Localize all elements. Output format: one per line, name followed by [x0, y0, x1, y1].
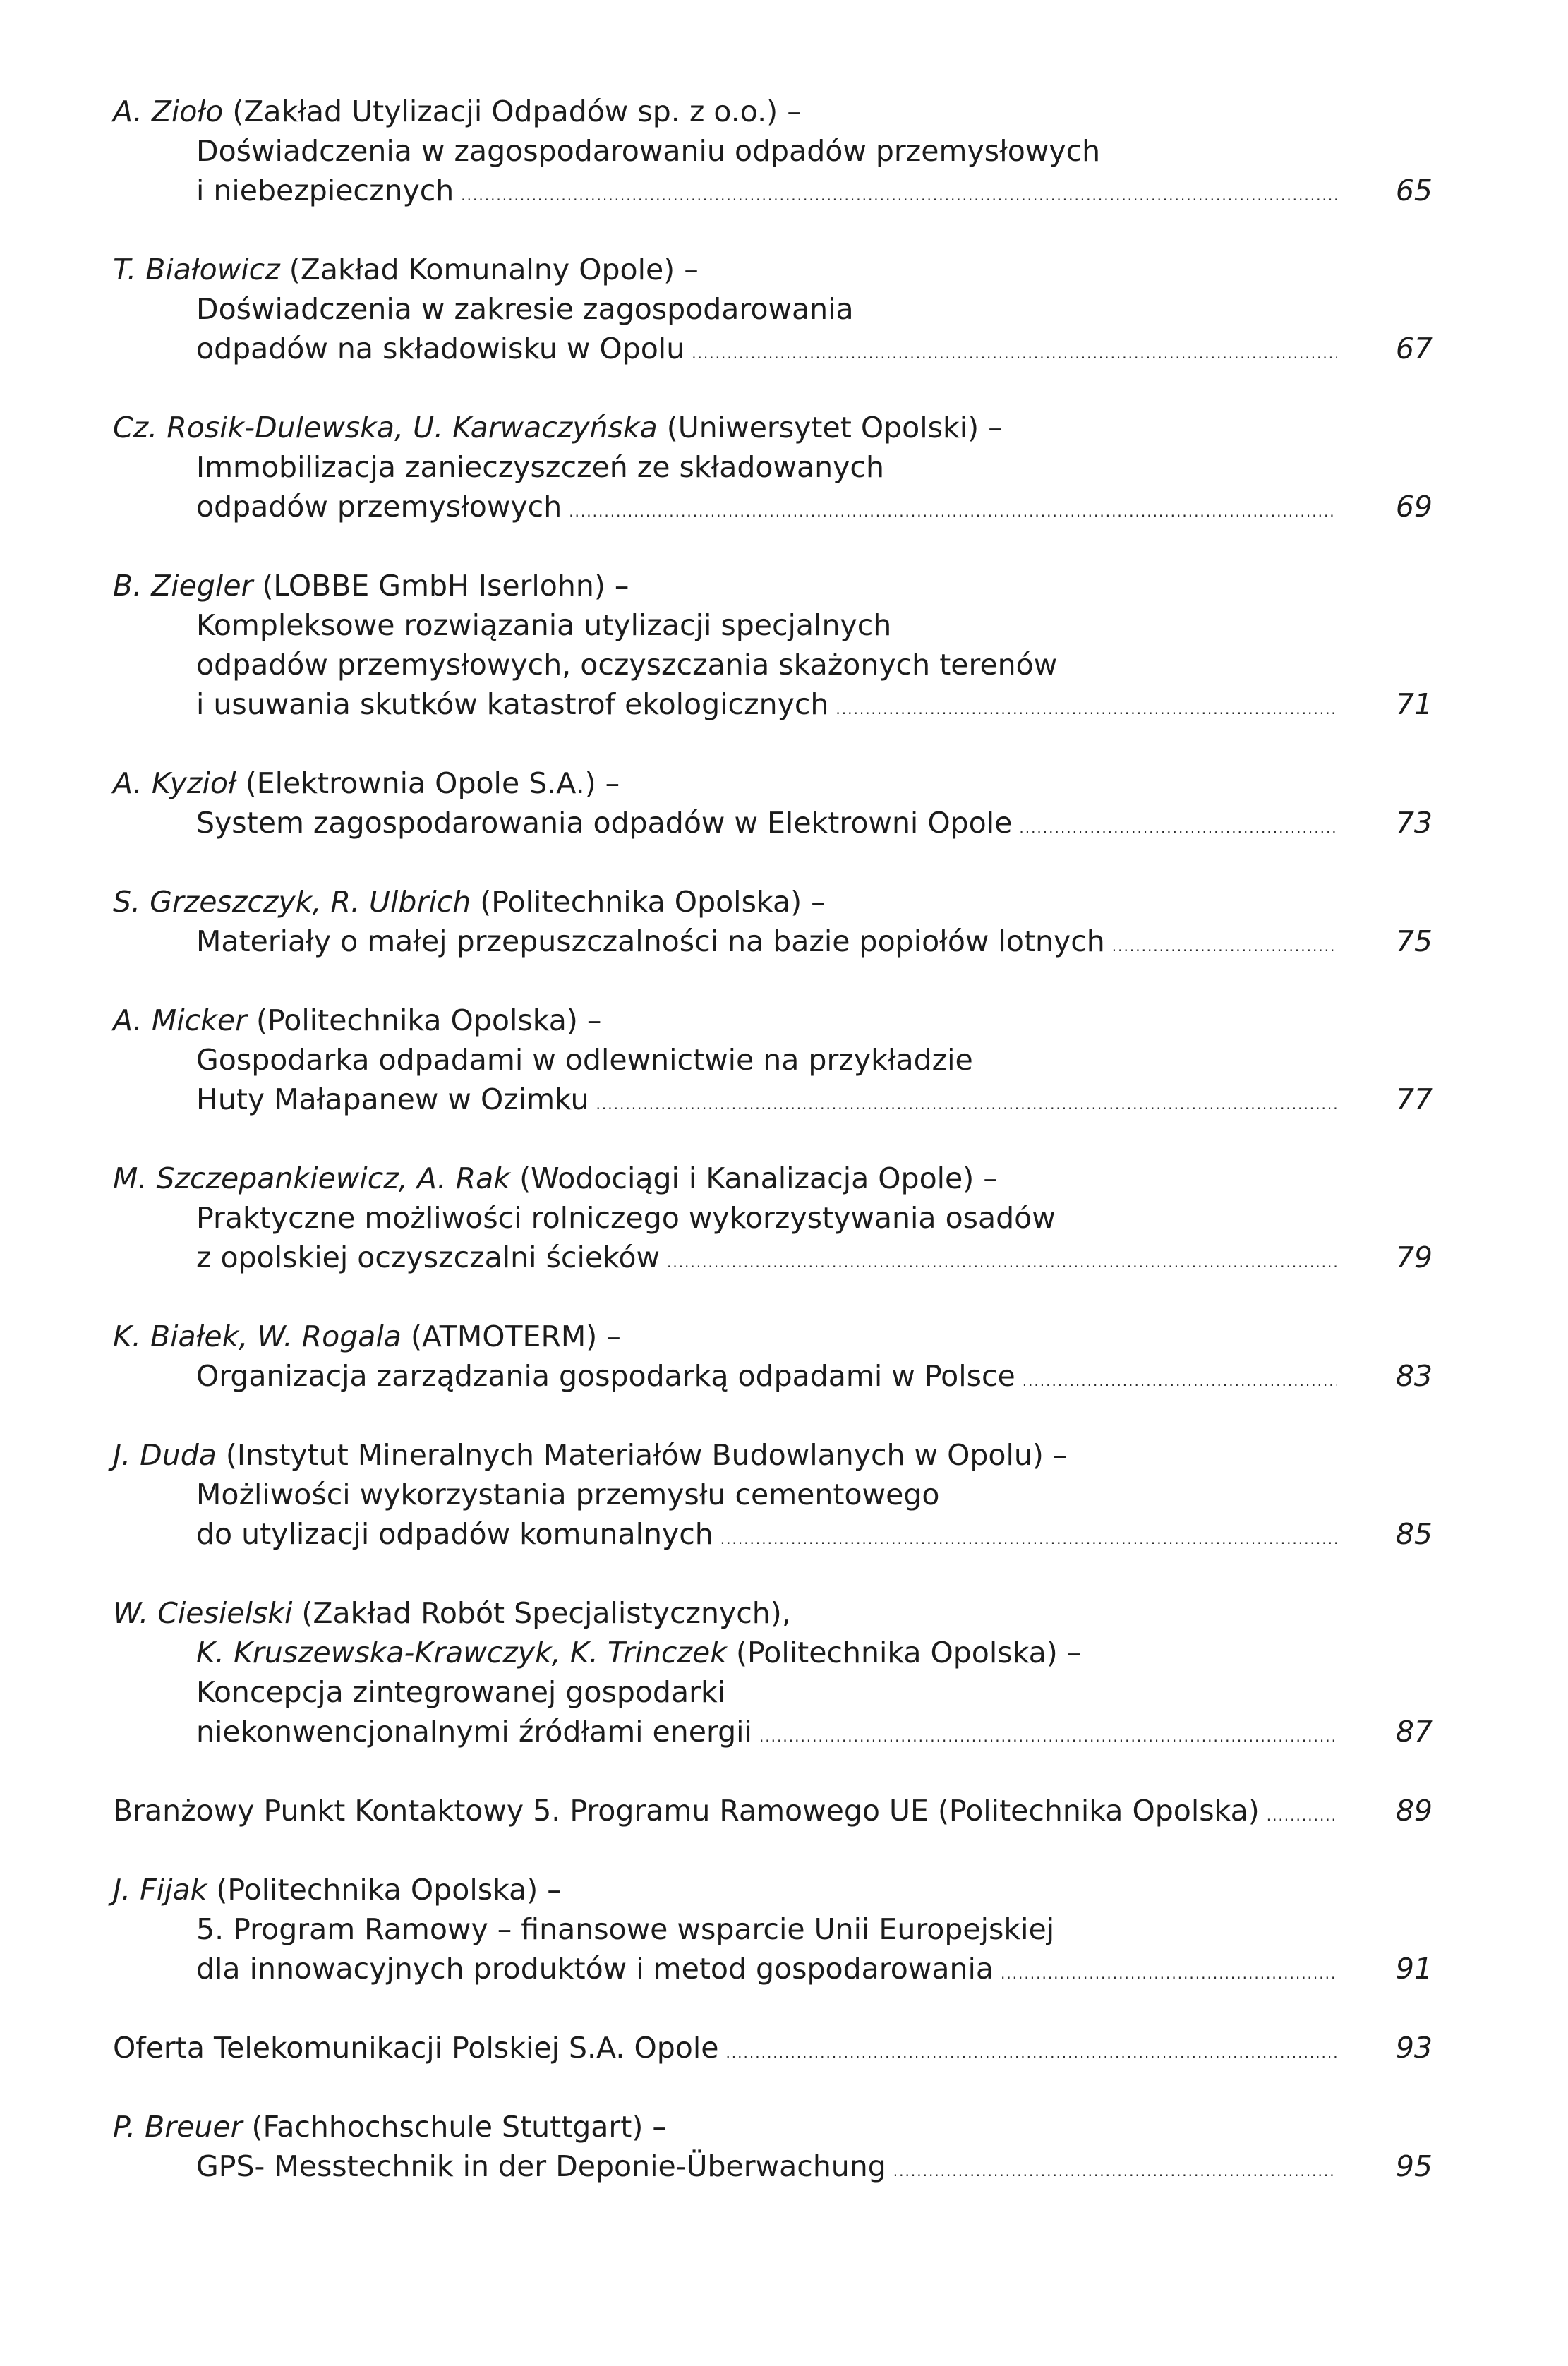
dot-leader — [667, 1243, 1337, 1282]
entry-authors: A. Zioło — [113, 95, 224, 128]
entry-header — [113, 1593, 791, 1633]
entry-title: Huty Małapanew w Ozimku — [196, 1082, 589, 1116]
entry-affiliation: (Elektrownia Opole S.A.) – — [236, 766, 620, 800]
entry-title-line: Gospodarka odpadami w odlewnictwie na przykładzie — [196, 1043, 973, 1077]
entry-header — [113, 408, 1003, 447]
entry-affiliation: (Instytut Mineralnych Materiałów Budowlanych w Opolu) – — [216, 1438, 1068, 1472]
entry-authors: W. Ciesielski — [113, 1596, 293, 1630]
entry-title-line: 5. Program Ramowy – finansowe wsparcie Unii Europejskiej — [196, 1912, 1055, 1946]
page-number: 87 — [1395, 1715, 1433, 1749]
dot-leader — [725, 2033, 1337, 2072]
entry-title-last-line — [196, 1080, 1341, 1124]
page-number: 73 — [1395, 806, 1433, 840]
entry-title-last-line — [196, 922, 1341, 966]
dot-leader — [569, 492, 1337, 531]
entry-authors: B. Ziegler — [113, 569, 253, 603]
dot-leader — [1112, 927, 1337, 966]
entry-title: do utylizacji odpadów komunalnych — [196, 1517, 713, 1551]
entry-header — [113, 763, 620, 803]
entry-authors: A. Micker — [113, 1003, 248, 1037]
entry-header — [113, 92, 802, 131]
entry-single-line — [113, 1791, 1341, 1835]
entry-affiliation: (Zakład Robót Specjalistycznych), — [292, 1596, 791, 1630]
entry-title-line: Kompleksowe rozwiązania utylizacji specjalnych — [196, 608, 892, 642]
entry-header — [113, 250, 699, 289]
entry-title: dla innowacyjnych produktów i metod gospodarowania — [196, 1952, 994, 1986]
dot-leader — [1019, 808, 1337, 847]
entry-authors: K. Kruszewska-Krawczyk, K. Trinczek — [196, 1636, 727, 1670]
entry-header — [113, 566, 629, 605]
entry-title-line: odpadów przemysłowych, oczyszczania skażonych terenów — [196, 648, 1058, 682]
entry-authors: A. Kyzioł — [113, 766, 236, 800]
entry-title-line: Koncepcja zintegrowanej gospodarki — [196, 1675, 726, 1709]
dot-leader — [596, 1085, 1337, 1124]
entry-affiliation: (Politechnika Opolska) – — [471, 885, 826, 919]
entry-header — [113, 1159, 998, 1198]
entry-title: Branżowy Punkt Kontaktowy 5. Programu Ramowego UE (Politechnika Opolska) — [113, 1794, 1260, 1828]
dot-leader — [720, 1519, 1337, 1559]
entry-title-line: Doświadczenia w zagospodarowaniu odpadów przemysłowych — [196, 134, 1101, 168]
entry-title-last-line — [196, 684, 1341, 729]
entry-title-line: Możliwości wykorzystania przemysłu cementowego — [196, 1478, 940, 1511]
entry-header — [113, 1317, 621, 1356]
entry-header — [113, 1435, 1067, 1475]
entry-title: odpadów na składowisku w Opolu — [196, 332, 685, 366]
entry-title-line: Praktyczne możliwości rolniczego wykorzystywania osadów — [196, 1201, 1056, 1235]
dot-leader — [1267, 1796, 1337, 1835]
entry-affiliation: (Zakład Komunalny Opole) – — [279, 253, 699, 286]
page-number: 93 — [1395, 2031, 1433, 2065]
entry-authors: Cz. Rosik-Dulewska, U. Karwaczyńska — [113, 411, 658, 445]
entry-affiliation: (Politechnika Opolska) – — [207, 1873, 562, 1907]
entry-title: i niebezpiecznych — [196, 174, 454, 207]
dot-leader — [893, 2151, 1337, 2191]
entry-title: odpadów przemysłowych — [196, 490, 562, 524]
entry-affiliation: (LOBBE GmbH Iserlohn) – — [253, 569, 629, 603]
entry-authors: M. Szczepankiewicz, A. Rak — [113, 1161, 511, 1195]
entry-title-line: Doświadczenia w zakresie zagospodarowania — [196, 292, 854, 326]
entry-title-last-line — [196, 1238, 1341, 1282]
entry-header — [113, 1870, 562, 1909]
entry-affiliation: (Politechnika Opolska) – — [247, 1003, 602, 1037]
entry-title-last-line — [196, 803, 1341, 847]
entry-title: z opolskiej oczyszczalni ścieków — [196, 1241, 660, 1274]
page-number: 85 — [1395, 1517, 1433, 1551]
entry-title-last-line — [196, 1949, 1341, 1993]
page-number: 95 — [1395, 2149, 1433, 2183]
page-number: 67 — [1395, 332, 1433, 366]
entry-title-last-line — [196, 2147, 1341, 2191]
entry-header — [113, 882, 826, 922]
entry-header-continuation — [196, 1633, 1081, 1672]
entry-header — [113, 1001, 601, 1040]
dot-leader — [1001, 1954, 1337, 1993]
page-number: 69 — [1395, 490, 1433, 524]
entry-title: System zagospodarowania odpadów w Elektrowni Opole — [196, 806, 1013, 840]
entry-title-last-line — [196, 1356, 1341, 1401]
page-number: 89 — [1395, 1794, 1433, 1828]
entry-authors: J. Duda — [113, 1438, 217, 1472]
page-number: 65 — [1395, 174, 1433, 207]
page-number: 83 — [1395, 1359, 1433, 1393]
entry-affiliation: (Uniwersytet Opolski) – — [657, 411, 1003, 445]
entry-title-last-line — [196, 1712, 1341, 1756]
entry-title-last-line — [196, 329, 1341, 373]
dot-leader — [759, 1717, 1337, 1756]
entry-affiliation: (Zakład Utylizacji Odpadów sp. z o.o.) – — [223, 95, 802, 128]
entry-authors: J. Fijak — [113, 1873, 207, 1907]
entry-title: Materiały o małej przepuszczalności na bazie popiołów lotnych — [196, 924, 1105, 958]
page-number: 71 — [1395, 687, 1433, 721]
entry-title-line: Immobilizacja zanieczyszczeń ze składowanych — [196, 450, 884, 484]
page-number: 77 — [1395, 1082, 1433, 1116]
entry-title-last-line — [196, 171, 1341, 215]
entry-affiliation: (Wodociągi i Kanalizacja Opole) – — [510, 1161, 998, 1195]
entry-title: Oferta Telekomunikacji Polskiej S.A. Opole — [113, 2031, 719, 2065]
entry-authors: S. Grzeszczyk, R. Ulbrich — [113, 885, 471, 919]
entry-affiliation: (Fachhochschule Stuttgart) – — [242, 2110, 667, 2144]
entry-single-line — [113, 2028, 1341, 2072]
entry-title: Organizacja zarządzania gospodarką odpadami w Polsce — [196, 1359, 1015, 1393]
entry-title: niekonwencjonalnymi źródłami energii — [196, 1715, 752, 1749]
dot-leader — [461, 176, 1337, 215]
dot-leader — [1023, 1361, 1337, 1401]
entry-authors: P. Breuer — [113, 2110, 243, 2144]
entry-affiliation: (ATMOTERM) – — [401, 1320, 621, 1353]
entry-title-last-line — [196, 487, 1341, 531]
entry-title-last-line — [196, 1514, 1341, 1559]
page-number: 79 — [1395, 1241, 1433, 1274]
entry-authors: T. Białowicz — [113, 253, 280, 286]
entry-header — [113, 2107, 667, 2147]
page-number: 91 — [1395, 1952, 1433, 1986]
dot-leader — [692, 334, 1337, 373]
page-number: 75 — [1395, 924, 1433, 958]
entry-title: GPS- Messtechnik in der Deponie-Überwachung — [196, 2149, 886, 2183]
dot-leader — [836, 689, 1337, 729]
entry-affiliation: (Politechnika Opolska) – — [726, 1636, 1082, 1670]
entry-title: i usuwania skutków katastrof ekologicznych — [196, 687, 829, 721]
entry-authors: K. Białek, W. Rogala — [113, 1320, 402, 1353]
